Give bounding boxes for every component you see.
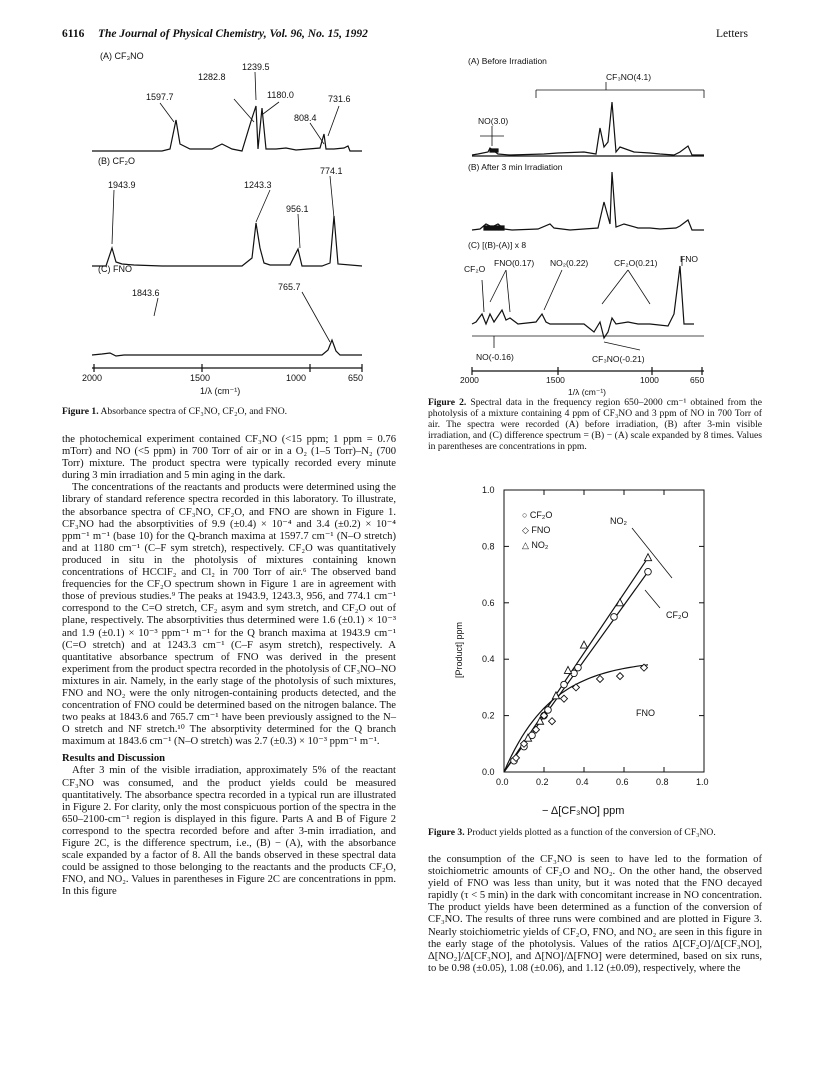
peak-label: 1282.8 [198,72,226,82]
peak-leader [112,190,114,244]
panel-label: (B) CF₂O [98,156,135,166]
y-tick-label: 0.4 [482,654,495,665]
y-axis-label: [Product] ppm [454,621,464,678]
peak-label: 1843.6 [132,288,160,298]
peak-label: 956.1 [286,204,309,214]
data-point-no2 [564,666,571,673]
peak-leader [302,292,330,342]
peak-leader [328,106,339,136]
peak-label: 731.6 [328,94,351,104]
spectrum-cf2o [92,216,362,266]
spectrum-fno [92,340,362,356]
legend-item-cf2o: ○ CF₂O [522,510,553,520]
peak-label: 1180.0 [267,90,294,100]
panel-label: (A) Before Irradiation [468,56,547,66]
x-tick-label: 0.8 [656,777,669,787]
peak-leader [160,103,174,122]
peak-label: CF₂O [464,264,486,274]
figure-1 [62,48,382,408]
caption-label: Figure 3. [428,827,465,838]
peak-leader [298,214,300,248]
x-tick: 1500 [190,373,211,383]
peak-leader [255,72,256,100]
x-tick-label: 0.6 [616,777,629,787]
x-axis-label: 1/λ (cm⁻¹) [200,386,241,396]
data-point-cf2o [561,681,568,688]
section-heading: Results and Discussion [62,753,166,765]
data-point-no2 [580,641,587,648]
x-tick: 1500 [546,375,565,385]
legend-item-fno: ◇ FNO [522,525,551,535]
fit-curve-fno [504,665,648,772]
spectrum-before [472,102,704,155]
peak-label: CF₃NO(-0.21) [592,354,645,364]
panel-label: (C) FNO [98,264,132,274]
figure-3-caption [428,827,762,838]
x-axis-label: − Δ[CF₃NO] ppm [542,805,625,817]
figure-1-caption [62,406,392,417]
figure-3-chart [440,478,770,818]
caption-text: Spectral data in the frequency region 650–2000 cm⁻¹ obtained from the photolysis of a mixture containing 4 ppm of CF₃NO and 3 ppm of NO in 700 Torr of air. The spectra were recorded (A) before irradiation, (B) after 3-min visible irradiation, and (C) difference spectrum = (B) − (A) scale expanded by 8 times. Values in parentheses are concentrations in ppm. [428,397,762,452]
data-point-fno [597,675,604,682]
y-tick-label: 1.0 [482,485,495,495]
x-tick-label: 0.2 [536,777,549,787]
x-tick: 1000 [286,373,307,383]
peak-label: NO(3.0) [478,116,509,126]
annotation-no2: NO₂ [610,516,627,526]
peak-label: CF₃NO(4.1) [606,72,652,82]
panel-label: (B) After 3 min Irradiation [468,162,563,172]
x-tick: 650 [690,375,705,385]
peak-label: 808.4 [294,113,317,123]
x-tick-label: 0.0 [496,777,509,787]
data-point-fno [617,673,624,680]
peak-leader [234,99,254,122]
right-column [428,854,762,975]
x-tick-label: 0.4 [576,777,589,787]
peak-leader [263,102,279,114]
data-point-cf2o [545,707,552,714]
peak-label: NO(-0.16) [476,352,514,362]
data-point-fno [573,684,580,691]
caption-text: Absorbance spectra of CF₃NO, CF₂O, and FNO. [100,406,288,417]
paragraph: The concentrations of the reactants and products were determined using the library of standard reference spectra recorded in this laboratory. To illustrate, the absorbance spectra of CF₃NO, CF₂O, and FNO are shown in Figure 1. CF₃NO had the absorptivities of 9.9 (±0.4) × 10⁻⁴ and 3.4 (±0.2) × 10⁻⁴ ppm⁻¹ m⁻¹ (base 10) for the Q-branch maxima at 1597.7 cm⁻¹ (N–O stretch) and at 1180 cm⁻¹ (C–F sym stretch), respectively. CF₂O was quantitatively produced in situ in the photolysis of mixtures containing known concentrations of HCClF₂ and Cl₂ in 700 Torr of air.⁶ The observed band frequencies for the CF₂O spectrum shown in Figure 1 are in agreement with those of previous studies.⁹ The peaks at 1943.9, 1243.3, 956, and 774.1 cm⁻¹ correspond to the C=O stretch, CF₂ asym and sym stretch, and CF₂O out of plane, respectively. The absorptivities thus determined were 1.6 (±0.1) × 10⁻³ and 1.9 (±0.1) × 10⁻³ ppm⁻¹ m⁻¹ for the Q branch maxima at 1943.9 cm⁻¹ (C=O stretch) and at 1243.3 cm⁻¹ (C–F asym stretch), respectively. A quantitative absorbance spectrum of FNO was derived in the present experiment from the product spectra recorded in the photolysis of CF₃NO–NO mixtures in air. Namely, in the early stage of the photolysis of such mixtures, FNO and NO₂ were the only nitrogen-containing products detected, and the concentration of FNO could be determined based on the nitrogen balance. The two peaks at 1843.6 and 765.7 cm⁻¹ have been previously assigned to the N–O stretch and NF stretch.¹⁰ The absorptivity determined for the Q branch maximum at 1843.6 cm⁻¹ (N–O stretch) was 2.7 (±0.3) × 10⁻³ ppm⁻¹ m⁻¹. [62,482,396,748]
caption-label: Figure 1. [62,406,99,417]
peak-label: CF₂O(0.21) [614,258,658,268]
data-point-cf2o [645,568,652,575]
peak-label: NO₂(0.22) [550,258,589,268]
spectrum-cf3no [92,106,362,151]
caption-label: Figure 2. [428,397,467,408]
section-label: Letters [716,28,748,40]
panel-label: (C) [(B)-(A)] x 8 [468,240,527,250]
annotation-fno: FNO [636,708,655,718]
spectrum-after [472,172,704,230]
journal-title: The Journal of Physical Chemistry, Vol. 96, No. 15, 1992 [98,28,368,40]
peak-leader [330,176,334,218]
peak-leader [310,123,324,144]
data-point-fno [549,718,556,725]
data-point-fno [561,695,568,702]
peak-label: 1239.5 [242,62,270,72]
x-tick: 2000 [460,375,479,385]
caption-text: Product yields plotted as a function of the conversion of CF₃NO. [467,827,716,838]
x-tick: 650 [348,373,364,383]
y-tick-label: 0.8 [482,541,495,552]
peak-label: 1597.7 [146,92,174,102]
peak-label: 1943.9 [108,180,136,190]
peak-label: 774.1 [320,166,343,176]
left-column [62,434,396,898]
legend-item-no2: △ NO₂ [522,540,549,550]
paragraph: the photochemical experiment contained CF₃NO (<15 ppm; 1 ppm = 0.76 mTorr) and NO (<5 ppm) in 700 Torr of air or in a O₂ (1–5 Torr)–N₂ (700 Torr) mixture. The product spectra were typically recorded every minute during 3 min irradiation and 5 min aging in the dark. [62,434,396,482]
y-tick-label: 0.2 [482,710,495,721]
panel-label: (A) CF₃NO [100,51,144,61]
peak-label: FNO(0.17) [494,258,535,268]
peak-label: 765.7 [278,282,301,292]
y-tick-label: 0.6 [482,597,495,608]
paragraph: the consumption of the CF₃NO is seen to have led to the formation of stoichiometric amounts of CF₂O and NO₂. On the other hand, the observed yield of FNO was less than unity, but it was noted that the FNO decayed rapidly (τ < 5 min) in the dark with concomitant increase in NO concentration. The product yields have been determined as a function of the conversion of CF₃NO. The results of three runs were combined and are plotted in Figure 3. Nearly stoichiometric yields of CF₂O, FNO, and NO₂ are seen in this figure in the early stage of the photolysis. Values of the ratios Δ[CF₂O]/Δ[CF₃NO], Δ[NO₂]/Δ[CF₃NO], and Δ[NO]/Δ[FNO] were determined, based on six runs, to be 0.98 (±0.05), 1.08 (±0.06), and 1.12 (±0.09), respectively, where the [428,854,762,974]
figure-2 [454,52,764,397]
x-axis-label: 1/λ (cm⁻¹) [568,387,607,397]
annotation-cf2o: CF₂O [666,610,689,620]
x-tick: 1000 [640,375,659,385]
peak-leader [154,298,158,316]
peak-label: 1243.3 [244,180,272,190]
peak-leader [256,190,270,222]
x-tick-label: 1.0 [696,777,709,787]
x-tick: 2000 [82,373,103,383]
figure-2-caption [428,397,762,452]
y-tick-label: 0.0 [482,767,495,777]
page-number: 6116 [62,28,85,40]
peak-label: FNO [680,254,698,264]
data-point-no2 [644,554,651,561]
data-point-cf2o [611,614,618,621]
paragraph: After 3 min of the visible irradiation, approximately 5% of the reactant CF₃NO was consumed, and the product yields could be measured quantitatively. The absorbance spectra recorded in a typical run are illustrated in Figure 2. For clarity, only the most conspicuous portion of the spectra in the 650–2100-cm⁻¹ region is displayed in this figure. Parts A and B of Figure 2 correspond to the spectra recorded before and after 3-min irradiation, and Figure 2C, is the difference spectrum, i.e., (B) − (A), with the absorbance scale expanded by a factor of 8. All the bands observed in these spectral data could be assigned to those belonging to the reactants and the products CF₂O, FNO, and NO₂. Values in parentheses in Figure 2C are concentrations in ppm. In this figure [62,765,396,898]
spectrum-difference [472,266,694,338]
data-point-cf2o [575,664,582,671]
